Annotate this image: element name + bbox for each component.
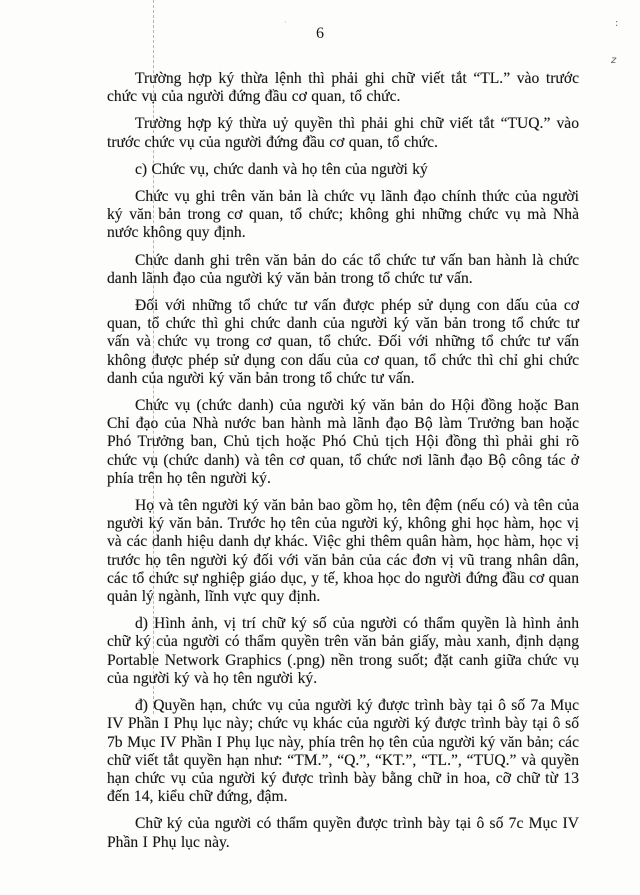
paragraph-chuc-danh: Chức danh ghi trên văn bản do các tổ chức tư vấn ban hành là chức danh lãnh đạo của người ký văn bản trong tổ chức tư vấn. [107,251,579,287]
scan-speck: : [615,18,619,29]
paragraph-item-d-chu-ky-so: d) Hình ảnh, vị trí chữ ký số của người có thẩm quyền là hình ảnh chữ ký của người có thẩm quyền trên văn bản giấy, màu xanh, định dạng Portable Network Graphics (.png) nền trong suốt; đặt canh giữa chức vụ của người ký và họ tên người ký. [107,615,579,687]
document-body [107,70,579,852]
paragraph-chu-ky-7c: Chữ ký của người có thẩm quyền được trình bày tại ô số 7c Mục IV Phần I Phụ lục này. [107,815,579,851]
paragraph-sign-tl: Trường hợp ký thừa lệnh thì phải ghi chữ viết tắt “TL.” vào trước chức vụ của người đứng đầu cơ quan, tổ chức. [107,70,579,106]
paragraph-ho-ten-nguoi-ky: Họ và tên người ký văn bản bao gồm họ, tên đệm (nếu có) và tên của người ký văn bản. Trước họ tên của người ký, không ghi học hàm, học vị và các danh hiệu danh dự khác. Việc ghi thêm quân hàm, học hàm, học vị trước họ tên người ký đối với văn bản của các đơn vị vũ trang nhân dân, các tổ chức sự nghiệp giáo dục, y tế, khoa học do người đứng đầu cơ quan quản lý ngành, lĩnh vực quy định. [107,497,579,606]
heading-item-c: c) Chức vụ, chức danh và họ tên của người ký [135,160,428,178]
page-number: 6 [316,25,324,42]
scan-speck: · [284,18,287,27]
paragraph-sign-tuq: Trường hợp ký thừa uỷ quyền thì phải ghi chữ viết tắt “TUQ.” vào trước chức vụ của người đứng đầu cơ quan, tổ chức. [107,115,579,151]
paragraph-chuc-vu: Chức vụ ghi trên văn bản là chức vụ lãnh đạo chính thức của người ký văn bản trong cơ quan, tổ chức; không ghi những chức vụ mà Nhà nước không quy định. [107,188,579,242]
paragraph-item-dd-quyen-han: đ) Quyền hạn, chức vụ của người ký được trình bày tại ô số 7a Mục IV Phần I Phụ lục này; chức vụ khác của người ký được trình bày tại ô số 7b Mục IV Phần I Phụ lục này, phía trên họ tên của người ký văn bản; các chữ viết tắt quyền hạn như: “TM.”, “Q.”, “KT.”, “TL.”, “TUQ.” và quyền hạn chức vụ của người ký được trình bày bằng chữ in hoa, cỡ chữ từ 13 đến 14, kiểu chữ đứng, đậm. [107,697,579,806]
paragraph-to-chuc-tu-van: Đối với những tổ chức tư vấn được phép sử dụng con dấu của cơ quan, tổ chức thì ghi chức danh của người ký văn bản trong tổ chức tư vấn và chức vụ trong cơ quan, tổ chức. Đối với những tổ chức tư vấn không được phép sử dụng con dấu của cơ quan, tổ chức thì chỉ ghi chức danh của người ký văn bản trong tổ chức tư vấn. [107,297,579,387]
paragraph-hoi-dong-ban-chi-dao: Chức vụ (chức danh) của người ký văn bản do Hội đồng hoặc Ban Chỉ đạo của Nhà nước ban hành mà lãnh đạo Bộ làm Trưởng ban hoặc Phó Trưởng ban, Chủ tịch hoặc Phó Chủ tịch Hội đồng thì phải ghi rõ chức vụ (chức danh) và tên cơ quan, tổ chức nơi lãnh đạo Bộ công tác ở phía trên họ tên người ký. [107,397,579,487]
scan-speck: z [611,55,617,66]
text-block [107,24,579,852]
